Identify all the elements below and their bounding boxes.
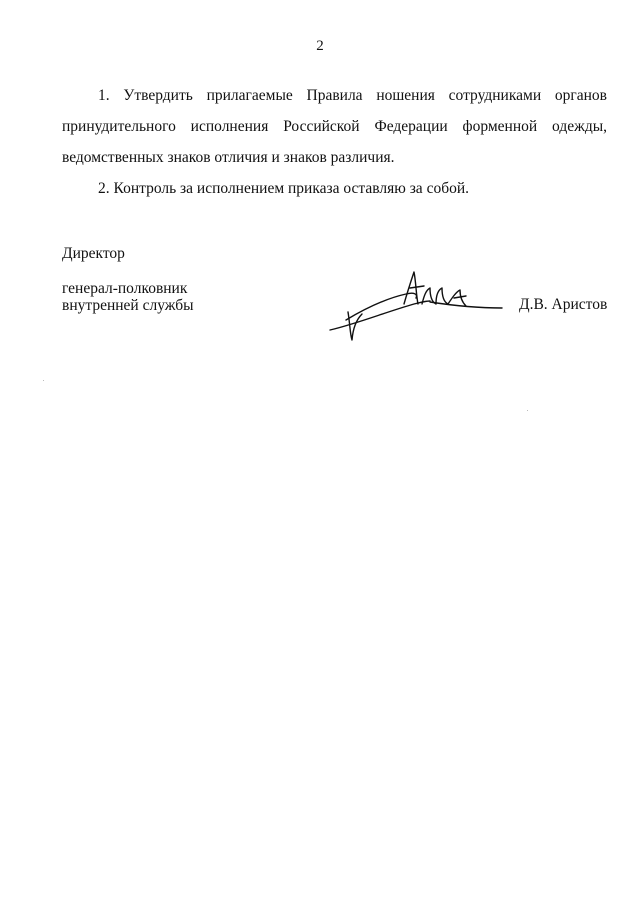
scan-speck — [527, 410, 528, 411]
paragraph-1-line-2: принудительного исполнения Российской Федерации форменной одежды, — [62, 118, 607, 135]
paragraph-1-line-1: 1. Утвердить прилагаемые Правила ношения сотрудниками органов — [98, 87, 607, 104]
rank-line-2: внутренней службы — [62, 297, 194, 314]
paragraph-1 — [62, 80, 607, 173]
position-title: Директор — [62, 245, 125, 262]
handwritten-signature — [326, 268, 506, 346]
paragraph-2-text: 2. Контроль за исполнением приказа оставляю за собой. — [98, 180, 470, 197]
paragraph-1-line-3: ведомственных знаков отличия и знаков различия. — [62, 149, 395, 166]
signer-name: Д.В. Аристов — [519, 296, 608, 313]
scan-speck — [43, 380, 44, 381]
paragraph-2 — [62, 173, 607, 204]
page-number: 2 — [316, 38, 324, 54]
rank-line-1: генерал-полковник — [62, 280, 188, 297]
rank — [62, 280, 194, 314]
